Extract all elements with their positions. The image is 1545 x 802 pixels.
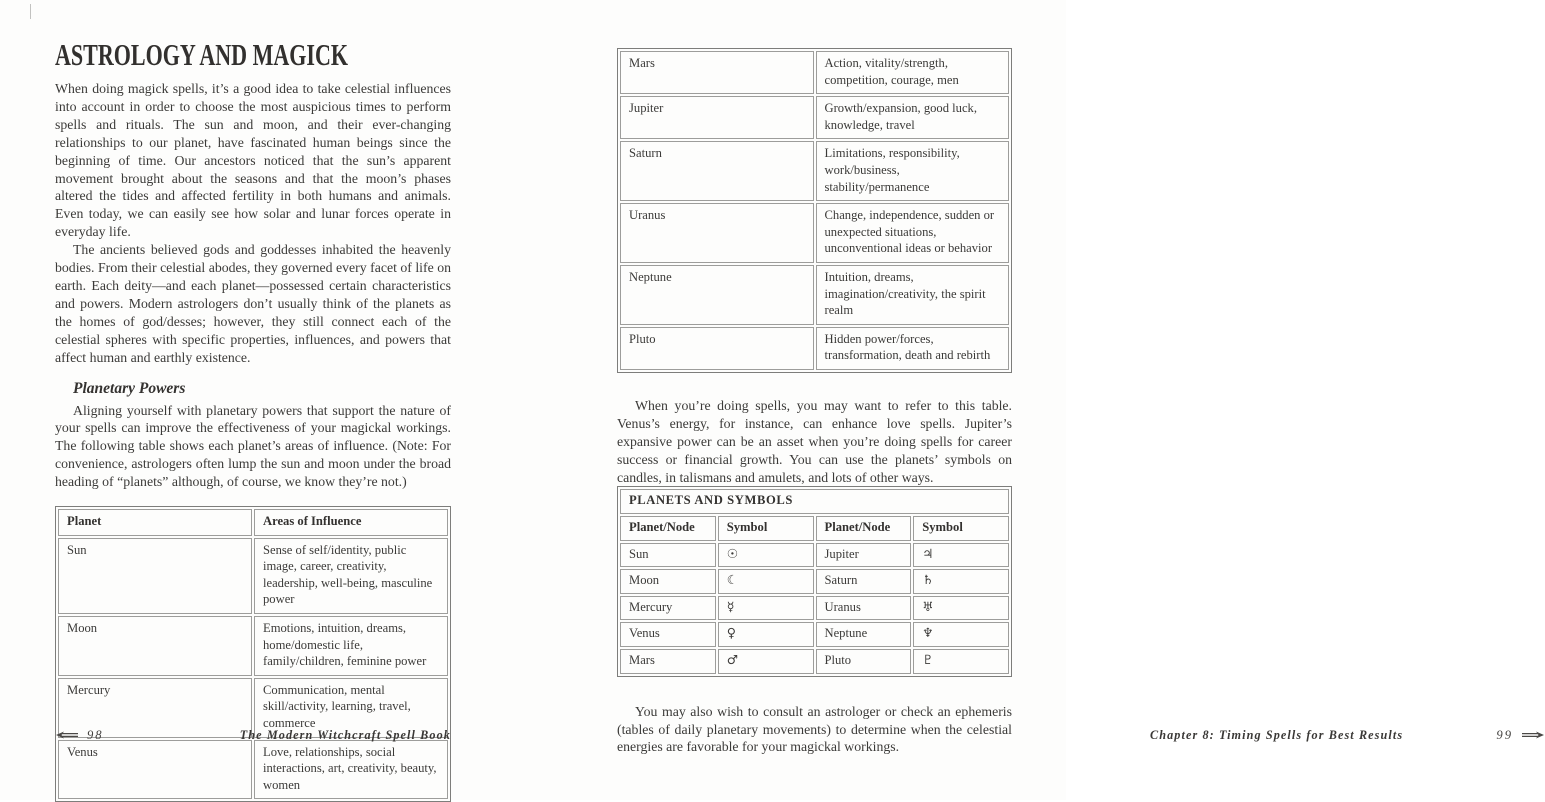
column-header-planet-node: Planet/Node bbox=[620, 516, 716, 541]
paragraph: You may also wish to consult an astrologer or check an ephemeris (tables of daily planetary movements) to determine when the celestial energies are favorable for your magickal workings. bbox=[617, 703, 1012, 755]
table-row bbox=[620, 596, 1009, 621]
planet-symbol-glyph: ♇ bbox=[913, 649, 1009, 674]
planet-influence-table-continued bbox=[617, 48, 1012, 373]
right-page-footer bbox=[1150, 726, 1545, 744]
left-page-footer bbox=[55, 726, 451, 744]
left-page-content bbox=[55, 40, 451, 802]
table-cell: Limitations, responsibility, work/business, stability/permanence bbox=[816, 141, 1010, 201]
planet-symbol-glyph: ♆ bbox=[913, 622, 1009, 647]
page-number: 98 bbox=[87, 727, 104, 742]
table-cell: Emotions, intuition, dreams, home/domestic life, family/children, feminine power bbox=[254, 616, 448, 676]
table-cell: Intuition, dreams, imagination/creativity, the spirit realm bbox=[816, 265, 1010, 325]
table-row bbox=[620, 203, 1009, 263]
column-header-symbol: Symbol bbox=[718, 516, 814, 541]
table-cell: Saturn bbox=[620, 141, 814, 201]
planet-symbol-glyph: ♀ bbox=[718, 622, 814, 647]
planet-symbol-glyph: ☉ bbox=[718, 543, 814, 568]
section-heading-text: ASTROLOGY AND MAGICK bbox=[55, 38, 349, 73]
table-title-row bbox=[620, 489, 1009, 514]
table-cell: Change, independence, sudden or unexpected situations, unconventional ideas or behavior bbox=[816, 203, 1010, 263]
paragraph: When you’re doing spells, you may want to refer to this table. Venus’s energy, for instance, can enhance love spells. Jupiter’s expansive power can be an asset when you’re doing spells for career success or financial growth. You can use the planets’ symbols on candles, in talismans and amulets, and lots of other ways. bbox=[617, 397, 1012, 485]
page-edge-mark bbox=[30, 4, 31, 19]
planet-name-cell: Venus bbox=[620, 622, 716, 647]
table-row bbox=[620, 51, 1009, 94]
table-cell: Sense of self/identity, public image, career, creativity, leadership, well-being, masculine power bbox=[254, 538, 448, 614]
planet-symbol-glyph: ♄ bbox=[913, 569, 1009, 594]
subsection-heading: Planetary Powers bbox=[73, 379, 186, 397]
table-cell: Action, vitality/strength, competition, courage, men bbox=[816, 51, 1010, 94]
column-header-planet-node: Planet/Node bbox=[816, 516, 912, 541]
table-row bbox=[620, 265, 1009, 325]
table-row bbox=[620, 543, 1009, 568]
table-cell: Moon bbox=[58, 616, 252, 676]
right-page-content bbox=[617, 48, 1012, 756]
table-cell: Pluto bbox=[620, 327, 814, 370]
arrow-ornament-icon bbox=[55, 730, 79, 740]
planet-symbol-glyph: ♃ bbox=[913, 543, 1009, 568]
page-right bbox=[533, 0, 1513, 800]
paragraph: Aligning yourself with planetary powers that support the nature of your spells can improve the effectiveness of your magickal workings. The following table shows each planet’s areas of influence. (Note: For convenience, astrologers often lump the sun and moon under the broad heading of “planets” although, of course, we know they’re not.) bbox=[55, 402, 451, 490]
table-cell: Mercury bbox=[58, 678, 252, 738]
table-cell: Venus bbox=[58, 740, 252, 800]
table-row bbox=[620, 569, 1009, 594]
table-cell: Jupiter bbox=[620, 96, 814, 139]
table-title: PLANETS AND SYMBOLS bbox=[620, 489, 1009, 514]
table-row bbox=[620, 622, 1009, 647]
planet-symbol-glyph: ☾ bbox=[718, 569, 814, 594]
table-cell: Uranus bbox=[620, 203, 814, 263]
section-heading bbox=[55, 40, 451, 73]
page-number-group bbox=[55, 728, 104, 743]
planet-symbol-glyph: ♅ bbox=[913, 596, 1009, 621]
table-header-row bbox=[620, 516, 1009, 541]
table-row bbox=[620, 649, 1009, 674]
paragraph: The ancients believed gods and goddesses inhabited the heavenly bodies. From their celestial abodes, they governed every facet of life on earth. Each deity—and each planet—possessed certain characteristics and powers. Modern astrologers don’t usually think of the planets as the homes of god/desses; however, they still connect each of the celestial spheres with specific properties, influences, and powers that affect human and earthly existence. bbox=[55, 242, 451, 365]
page-number-group bbox=[1496, 728, 1545, 743]
table-cell: Neptune bbox=[620, 265, 814, 325]
table-row bbox=[620, 96, 1009, 139]
column-header-symbol: Symbol bbox=[913, 516, 1009, 541]
table-cell: Hidden power/forces, transformation, death and rebirth bbox=[816, 327, 1010, 370]
running-title: Chapter 8: Timing Spells for Best Results bbox=[1150, 727, 1404, 742]
planet-name-cell: Saturn bbox=[816, 569, 912, 594]
planet-name-cell: Pluto bbox=[816, 649, 912, 674]
planet-name-cell: Neptune bbox=[816, 622, 912, 647]
page-left bbox=[0, 0, 533, 800]
page-number: 99 bbox=[1496, 727, 1513, 742]
table-row bbox=[58, 616, 448, 676]
table-row bbox=[620, 327, 1009, 370]
table-cell: Love, relationships, social interactions, art, creativity, beauty, women bbox=[254, 740, 448, 800]
planet-name-cell: Moon bbox=[620, 569, 716, 594]
planet-name-cell: Mars bbox=[620, 649, 716, 674]
paragraph: When doing magick spells, it’s a good idea to take celestial influences into account in order to choose the most auspicious times to perform spells and rituals. The sun and moon, and their ever-changing relationships to our planet, have fascinated human beings since the beginning of time. Our ancestors noticed that the sun’s apparent movement brought about the seasons and that the moon’s phases altered the tides and affected fertility in both humans and animals. Even today, we can easily see how solar and lunar forces operate in everyday life. bbox=[55, 81, 451, 240]
arrow-ornament-icon bbox=[1521, 730, 1545, 740]
table-header-row bbox=[58, 509, 448, 536]
planet-name-cell: Mercury bbox=[620, 596, 716, 621]
column-header-planet: Planet bbox=[58, 509, 252, 536]
column-header-areas: Areas of Influence bbox=[254, 509, 448, 536]
running-title: The Modern Witchcraft Spell Book bbox=[239, 727, 451, 742]
table-row bbox=[620, 141, 1009, 201]
planet-name-cell: Sun bbox=[620, 543, 716, 568]
planet-name-cell: Uranus bbox=[816, 596, 912, 621]
planet-symbol-glyph: ☿ bbox=[718, 596, 814, 621]
table-cell: Growth/expansion, good luck, knowledge, travel bbox=[816, 96, 1010, 139]
table-row bbox=[58, 740, 448, 800]
table-row bbox=[58, 538, 448, 614]
planets-and-symbols-table bbox=[617, 486, 1012, 676]
table-cell: Sun bbox=[58, 538, 252, 614]
table-cell: Communication, mental skill/activity, learning, travel, commerce bbox=[254, 678, 448, 738]
paragraph-block bbox=[617, 397, 1012, 487]
table-cell: Mars bbox=[620, 51, 814, 94]
planet-influence-table bbox=[55, 506, 451, 802]
planet-symbol-glyph: ♂ bbox=[718, 649, 814, 674]
planet-name-cell: Jupiter bbox=[816, 543, 912, 568]
